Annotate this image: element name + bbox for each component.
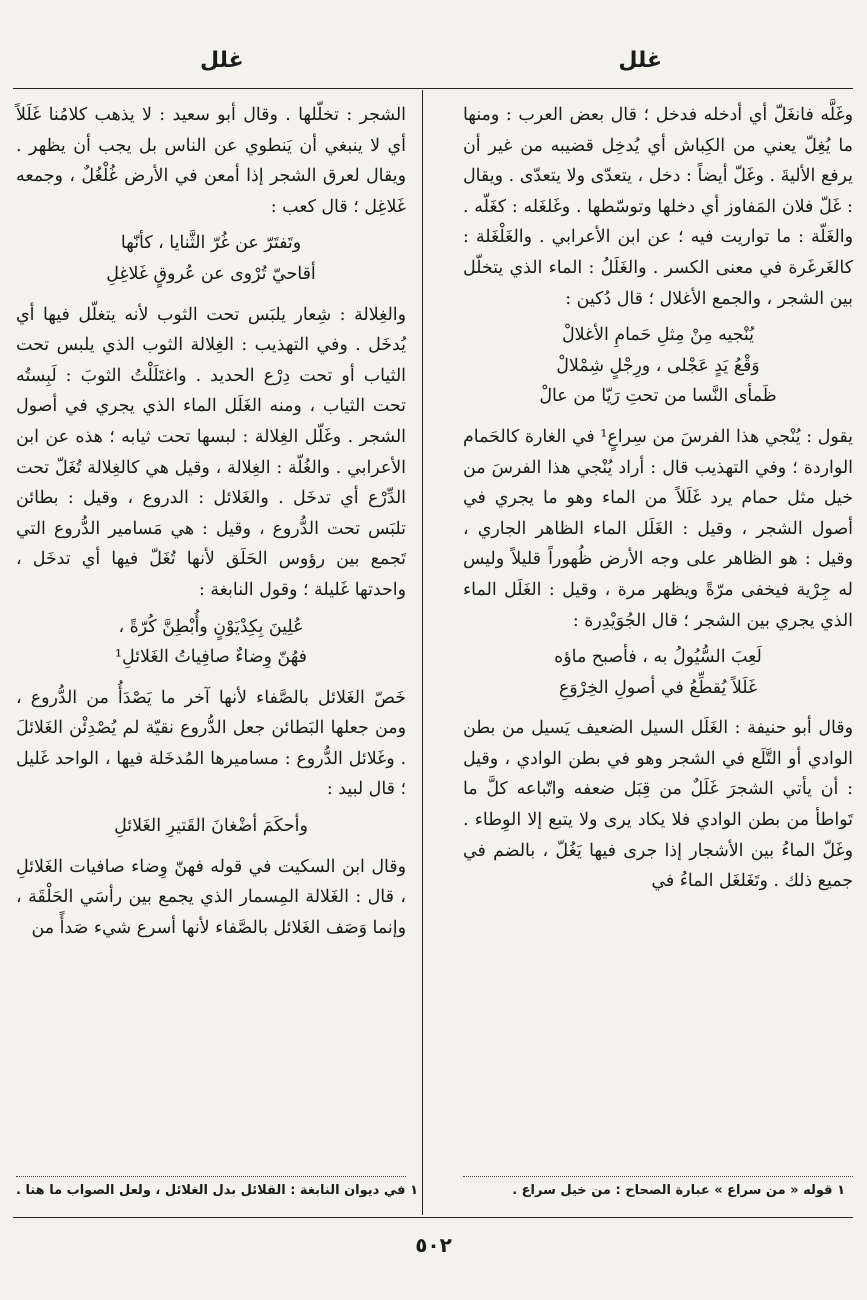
footnote-left: ١ في ديوان النابغة : القلائل بدل الغلائل ، ولعل الصواب ما هنا .	[16, 1183, 418, 1198]
right-verse-1	[463, 320, 853, 412]
header-rule	[13, 88, 853, 89]
verse-line: ظَمأى النَّسا من تحتِ رَيّا من عالْ	[539, 386, 777, 407]
left-verse-1	[16, 228, 406, 289]
right-paragraph-3: وقال أبو حنيفة : الغَلَل السيل الضعيف يَسيل من بطن الوادي أو التَّلَع في الشجر وهو في بطن الوادي ، وقيل : أن يأتي الشجرَ غَلَلٌ من قِبَل ضعفه واتّباعه كلَّ ما تَواطأ من بطن الوادي فلا يكاد يرى ولا يتبع إلا الوِطاء . وغَلّ الماءُ بين الأشجار إذا جرى فيها يَغُلّ ، بالضم في جميع ذلك . وتَغَلغَل الماءُ في	[463, 718, 853, 892]
footer-rule	[13, 1217, 853, 1218]
column-divider	[422, 90, 423, 1215]
running-header-right: غلل	[618, 48, 662, 73]
footnote-rule-left	[16, 1176, 406, 1177]
running-header-left: غلل	[200, 48, 244, 73]
verse-line: وتَفتَرّ عن غُرّ الثَّنايا ، كأنّها	[120, 233, 302, 254]
right-verse-2	[463, 642, 853, 703]
verse-line: يُنْجيه مِنْ مِثلِ حَمامِ الأغلالْ	[561, 325, 754, 346]
right-paragraph-1: وغَلَّه فانغَلّ أي أدخله فدخل ؛ قال بعض العرب : ومنها ما يُغِلّ يعني من الكِباش أي يُدخِل قضيبه من غير أن يرفع الأليةَ . وغَلّ أيضاً : دخل ، يتعدّى ولا يتعدّى . ويقال : غَلّ فلان المَفاوز أي دخلها وتوسّطها . وغَلغَله : كغَلّه . والغَلّة : ما تواريت فيه ؛ عن ابن الأعرابي . والغَلْغَلة : كالغَرغَرة في معنى الكسر . والغَلَلُ : الماء الذي يتخلّل بين الشجر ، والجمع الأغلال ؛ قال دُكين :	[463, 105, 853, 309]
left-paragraph-4: وقال ابن السكيت في قوله فهنّ وِضاء صافيات الغَلائلِ ، قال : الغَلالة المِسمار الذي يجمع بين رأسَي الحَلْقَة ، وإنما وَصَف الغَلائل بالصَّفاء لأنها أسرع شيء صَدأً من	[16, 856, 406, 938]
verse-line: وأحكَمَ أضْغانَ القَتيرِ الغَلائلِ	[114, 816, 308, 837]
footnote-right: ١ قوله « من سراع » عبارة الصحاح : من خيل سراع .	[512, 1183, 845, 1198]
verse-line: أقاحيّ تُرْوى عن عُروقٍ غَلاغِلِ	[106, 263, 316, 284]
left-paragraph-3: خَصّ الغَلائل بالصَّفاء لأنها آخر ما يَصْدَأُ من الدُّروع ، ومن جعلها البَطائن جعل الدُّروع نقيّة لم يُصْدِئْن الغَلائلَ . وغَلائل الدُّروع : مساميرها المُدخَلة فيها ، الواحد غَليل ؛ قال لبيد :	[16, 687, 406, 800]
footnote-rule-right	[463, 1176, 853, 1177]
left-paragraph-2: والغِلالة : شِعار يلبَس تحت الثوب لأنه يتغلّل فيها أي يُدخَل . وفي التهذيب : الغِلالة الثوب الذي يلبس تحت الثياب أو تحت دِرْع الحديد . واغتَلَلْتُ الثوبَ : لَبِستُه تحت الثياب ، ومنه الغَلَل الماء الذي يجري في أصول الشجر . وغَلّل الغِلالة : لبسها تحت ثيابه ؛ هذه عن ابن الأعرابي . والغُلّة : الغِلالة ، وقيل هي كالغِلالة تُغَلّ تحت الدِّرْع أي تدخَل . والغَلائل : الدروع ، وقيل : بطائن تلبَس تحت الدُّروع ، وقيل : هي مَسامير الدُّروع التي تَجمع بين رؤوس الحَلَق لأنها تُغَلّ فيها أي تدخَل ، واحدتها غَليلة ؛ وقول النابغة :	[16, 304, 406, 600]
right-column	[463, 100, 853, 897]
left-verse-3	[16, 811, 406, 842]
verse-line: وَقْعُ يَدٍ عَجْلى ، ورِجْلٍ شِمْلالْ	[556, 355, 760, 376]
left-paragraph-1: الشجر : تخلّلها . وقال أبو سعيد : لا يذهب كلامُنا غَلَلاً أي لا ينبغي أن يَنطوي عن الناس بل يجب أن يظهر . ويقال لعرق الشجر إذا أمعن في الأرض غُلْغُلٌ ، وجمعه غَلاغِل ؛ قال كعب :	[16, 105, 406, 217]
verse-line: فهُنّ وِضاءٌ صافِياتُ الغَلائلِ¹	[115, 647, 307, 668]
right-paragraph-2: يقول : يُنْجي هذا الفرسَ من سِراعٍ¹ في الغارة كالحَمام الواردة ؛ وفي التهذيب قال : أراد يُنْجي هذا الفرسَ من خيل مثل حمام يرد غَلَلاً من الماء وهو ما يجري في أصول الشجر ، وقيل : الغَلَل الماء الظاهر الجاري ، وقيل : هو الظاهر على وجه الأرض ظُهوراً قليلاً وليس له جِرْية فيخفى مرّةً ويظهر مرة ، وقيل : الغَلَل الماء الذي يجري بين الشجر ؛ قال الجُوَيْدِرة :	[463, 426, 854, 631]
page-number: ٥٠٢	[415, 1233, 452, 1257]
verse-line: لَعِبَ السُّيُولُ به ، فأصبح ماؤه	[554, 647, 762, 668]
left-verse-2	[16, 612, 406, 673]
left-column	[16, 100, 406, 943]
verse-line: غَلَلاً يُقطِّعُ في أصولِ الخِرْوَعِ	[558, 677, 758, 698]
verse-line: عُلِينَ بِكِدْيَوْنٍ وأُبْطِنَّ كُرّةً ،	[118, 616, 304, 637]
